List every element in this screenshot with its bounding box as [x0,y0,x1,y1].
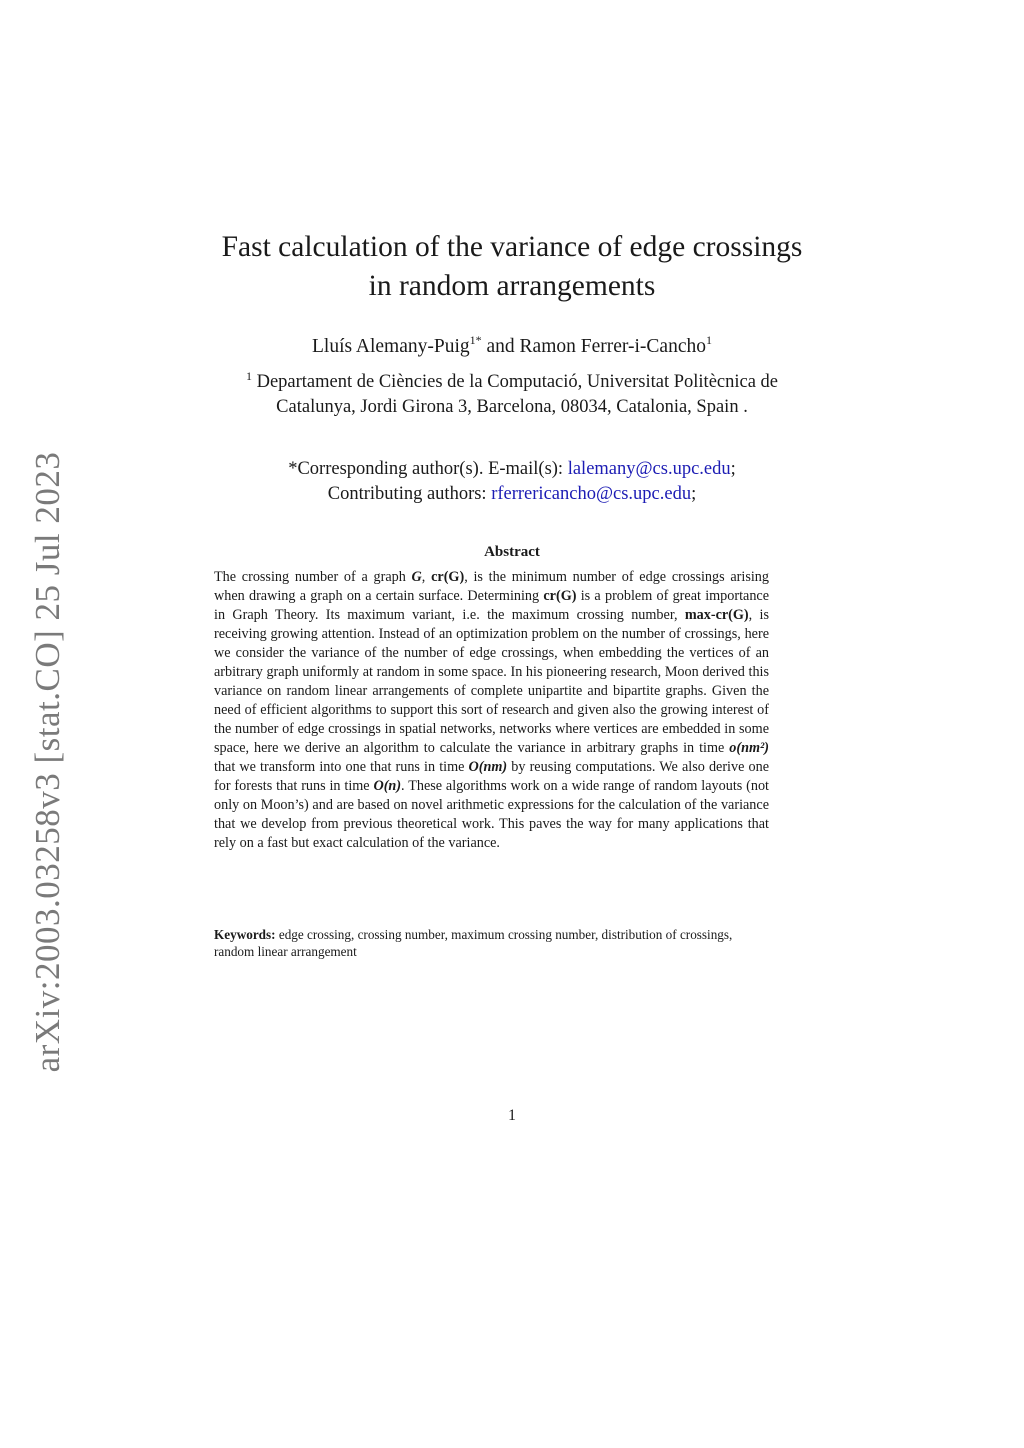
abstract-heading: Abstract [484,544,540,560]
author-connector: and [481,336,520,357]
email-link-corresponding[interactable]: lalemany@cs.upc.edu [567,459,731,479]
math-graph-g: G [411,569,422,585]
abstract-sentence: , [421,569,432,585]
author-affiliation-mark-1: 1* [469,333,482,347]
math-max-crossing-number: max-cr(G) [684,607,749,623]
math-complexity-On: O(n) [373,778,402,794]
corresponding-line [0,457,1024,482]
keywords [214,926,769,960]
author-name-1: Lluís Alemany-Puig [312,336,470,357]
affiliation-text-1: Departament de Ciències de la Computació, Universitat Politècnica de [251,372,779,392]
abstract-sentence: . These algorithms work on a wide range of random layouts (not only on Moon’s) and are based on novel arithmetic expressions for the calculation of the variance that we develop from previous theoretical work. This paves the way for many applications that rely on a fast but exact calculation of the variance. [214,778,770,851]
affiliation-line-2: Catalunya, Jordi Girona 3, Barcelona, 08034, Catalonia, Spain . [276,397,748,417]
abstract-sentence: that we transform into one that runs in time [214,759,469,775]
contributing-line [0,482,1024,507]
abstract-sentence: is a problem of great importance in Graph Theory. Its maximum variant, i.e. the maximum crossing number, [214,588,770,623]
author-name-2: Ramon Ferrer-i-Cancho [519,336,706,357]
contributing-label: Contributing authors: [327,484,492,504]
author-list [0,334,1024,360]
page-number: 1 [508,1107,516,1124]
math-complexity-Onm: O(nm) [468,759,508,775]
keywords-list: edge crossing, crossing number, maximum crossing number, distribution of crossings, random linear arrangement [214,927,733,959]
title-line-2: in random arrangements [368,270,656,302]
keywords-label: Keywords: [214,927,276,942]
abstract-sentence: , is the minimum number of edge crossings arising when drawing a graph on a certain surface. Determining [214,569,769,604]
arxiv-identifier: arXiv:2003.03258v3 [stat.CO] 25 Jul 2023 [28,451,67,1073]
abstract-sentence: The crossing number of a graph [214,569,412,585]
correspondence [0,457,1024,507]
affiliation-mark: 1 [245,369,252,383]
affiliation [0,370,1024,420]
email-link-contributing[interactable]: rferrericancho@cs.upc.edu [491,484,692,504]
abstract-sentence: by reusing computations. We also derive one for forests that runs in time [214,759,769,794]
math-complexity-onm2: o(nm²) [729,740,769,756]
corresponding-label: *Corresponding author(s). E-mail(s): [288,459,568,479]
abstract-sentence: , is receiving growing attention. Instead of an optimization problem on the number of crossings, here we consider the variance of the number of edge crossings, when embedding the vertices of an arbitrary graph uniformly at random in some space. In his pioneering research, Moon derived this variance on random linear arrangements of complete unipartite and bipartite graphs. Given the need of efficient algorithms to support this sort of research and given also the growing interest of the number of edge crossings in spatial networks, networks where vertices are embedded in some space, here we derive an algorithm to calculate the variance in arbitrary graphs in time [214,607,769,756]
abstract-text [214,568,769,853]
math-crossing-number: cr(G) [543,588,577,604]
affiliation-line-1 [0,370,1024,395]
author-affiliation-mark-2: 1 [705,333,712,347]
email-separator-1: ; [730,459,736,479]
email-separator-2: ; [691,484,697,504]
paper-title [0,228,1024,306]
math-crossing-number: cr(G) [431,569,465,585]
title-line-1: Fast calculation of the variance of edge crossings [221,231,803,263]
